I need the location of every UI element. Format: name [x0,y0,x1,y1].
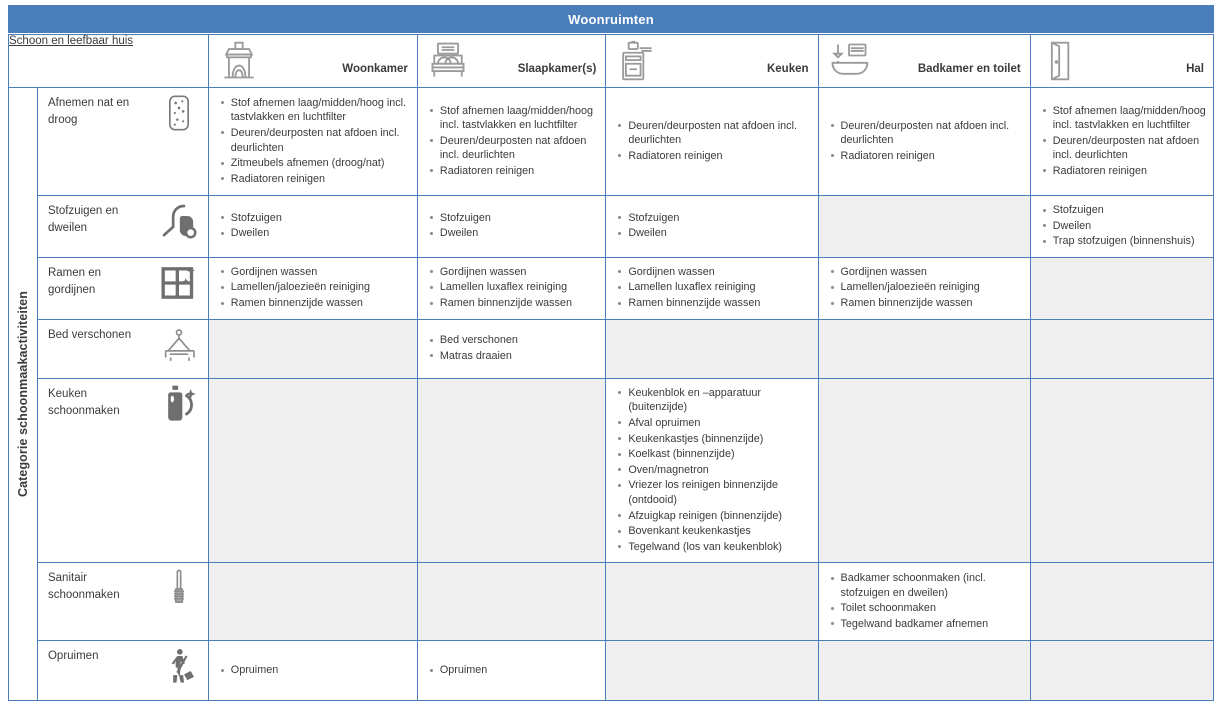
room-header-label: Keuken [766,63,809,75]
task-cell [818,257,1030,319]
task-item: Matras draaien [440,349,599,364]
task-cell-empty [1030,641,1213,701]
task-item: Tegelwand badkamer afnemen [841,617,1024,632]
category-cell [37,196,208,258]
task-cell [208,641,417,701]
task-item: Vriezer los reinigen binnenzijde (ontdooid) [628,478,811,507]
table-row [9,196,1214,258]
room-header-5 [1030,35,1213,88]
room-header-4 [818,35,1030,88]
task-cell-empty [208,319,417,378]
room-header-2 [417,35,605,88]
category-cell [37,88,208,196]
task-list [209,89,417,195]
bathtub-shower-icon [827,39,871,83]
task-item: Koelkast (binnenzijde) [628,447,811,462]
task-item: Keukenblok en –apparatuur (buitenzijde) [628,386,811,415]
task-cell [606,257,818,319]
task-item: Trap stofzuigen (binnenshuis) [1053,234,1207,249]
task-item: Ramen binnenzijde wassen [231,296,411,311]
category-label: Afnemen nat en droog [47,97,130,126]
task-cell [606,196,818,258]
task-item: Radiatoren reinigen [1053,164,1207,179]
task-item: Badkamer schoonmaken (incl. stofzuigen en dweilen) [841,571,1024,600]
task-item: Lamellen/jaloezieën reiniging [841,280,1024,295]
door-icon [1039,39,1083,83]
task-item: Radiatoren reinigen [440,164,599,179]
task-list [418,204,605,249]
task-list [819,258,1030,319]
task-item: Stof afnemen laag/midden/hoog incl. tastvlakken en luchtfilter [440,104,599,133]
corner-label[interactable]: Schoon en leefbaar huis [9,35,209,88]
category-label: Keuken schoonmaken [47,387,120,417]
room-header-label: Hal [1186,63,1204,75]
task-cell-empty [1030,319,1213,378]
task-cell [208,196,417,258]
task-item: Radiatoren reinigen [231,172,411,187]
room-header-label: Woonkamer [342,63,408,75]
task-item: Zitmeubels afnemen (droog/nat) [231,156,411,171]
room-header-label: Badkamer en toilet [917,63,1021,75]
task-item: Tegelwand (los van keukenblok) [628,540,811,555]
task-cell-empty [606,319,818,378]
side-axis-label: Categorie schoonmaakactiviteiten [15,291,30,498]
task-cell [606,88,818,196]
task-item: Stofzuigen [628,211,811,226]
table-row [9,257,1214,319]
task-cell-empty [208,563,417,641]
room-header-1 [208,35,417,88]
category-cell [37,257,208,319]
task-list [418,326,605,371]
task-item: Deuren/deurposten nat afdoen incl. deurlichten [440,134,599,163]
task-item: Stofzuigen [440,211,599,226]
category-label: Stofzuigen en dweilen [47,205,119,234]
task-list [418,258,605,319]
task-cell-empty [818,378,1030,563]
task-item: Deuren/deurposten nat afdoen incl. deurlichten [841,119,1024,148]
category-cell [37,319,208,378]
task-list [418,97,605,187]
task-item: Deuren/deurposten nat afdoen incl. deurlichten [231,126,411,155]
category-label: Sanitair schoonmaken [47,572,120,602]
task-item: Toilet schoonmaken [841,601,1024,616]
task-list [606,258,817,319]
task-list [1031,97,1213,187]
table-row [9,319,1214,378]
task-cell [606,378,818,563]
task-item: Gordijnen wassen [841,265,1024,280]
task-item: Opruimen [231,663,411,678]
page-title: Woonruimten [568,11,654,27]
task-list [1031,196,1213,257]
task-item: Dweilen [231,226,411,241]
task-item: Radiatoren reinigen [628,149,811,164]
task-item: Dweilen [628,226,811,241]
category-cell [37,641,208,701]
task-item: Lamellen luxaflex reiniging [628,280,811,295]
task-item: Gordijnen wassen [231,265,411,280]
task-item: Lamellen/jaloezieën reiniging [231,280,411,295]
vacuum-cleaner-icon [159,201,199,241]
task-cell [208,257,417,319]
task-list [209,656,417,686]
category-label: Bed verschonen [47,328,132,341]
detergent-bottle-icon [159,384,199,424]
table-row [9,563,1214,641]
room-header-3 [606,35,818,88]
task-list [209,204,417,249]
task-cell [818,563,1030,641]
task-item: Radiatoren reinigen [841,149,1024,164]
task-list [418,656,605,686]
task-item: Ramen binnenzijde wassen [841,296,1024,311]
bed-icon [426,39,470,83]
task-item: Bovenkant keukenkastjes [628,524,811,539]
toilet-brush-icon [159,568,199,608]
task-cell [417,257,605,319]
page-title-bar [8,5,1214,33]
task-cell [417,196,605,258]
task-list [209,258,417,319]
task-cell [417,641,605,701]
task-item: Ramen binnenzijde wassen [628,296,811,311]
task-cell-empty [417,563,605,641]
task-item: Lamellen luxaflex reiniging [440,280,599,295]
task-item: Bed verschonen [440,333,599,348]
task-item: Gordijnen wassen [440,265,599,280]
task-cell-empty [1030,378,1213,563]
table-row [9,641,1214,701]
task-cell [1030,196,1213,258]
activities-grid [8,34,1214,701]
person-sweeping-icon [159,646,199,686]
task-cell [208,88,417,196]
task-list [606,112,817,172]
task-item: Dweilen [440,226,599,241]
task-item: Stofzuigen [1053,203,1207,218]
task-cell [1030,88,1213,196]
task-cell [417,319,605,378]
fireplace-icon [217,39,261,83]
task-item: Keukenkastjes (binnenzijde) [628,432,811,447]
task-cell-empty [818,319,1030,378]
task-list [606,204,817,249]
task-cell-empty [208,378,417,563]
table-header-row [9,35,1214,88]
table-row [9,88,1214,196]
category-label: Opruimen [47,650,99,663]
task-item: Deuren/deurposten nat afdoen incl. deurlichten [628,119,811,148]
task-item: Gordijnen wassen [628,265,811,280]
task-item: Dweilen [1053,219,1207,234]
task-item: Oven/magnetron [628,463,811,478]
task-cell-empty [818,641,1030,701]
task-item: Stof afnemen laag/midden/hoog incl. tastvlakken en luchtfilter [1052,104,1206,132]
task-cell-empty [1030,563,1213,641]
task-item: Stofzuigen [231,211,411,226]
task-item: Afval opruimen [628,416,811,431]
task-list [819,564,1030,639]
task-list [819,112,1030,172]
table-row [9,378,1214,563]
category-cell [37,563,208,641]
task-cell-empty [818,196,1030,258]
task-cell-empty [417,378,605,563]
stove-icon [614,39,658,83]
task-cell-empty [1030,257,1213,319]
task-cell-empty [606,563,818,641]
bed-make-icon [159,325,199,365]
task-item: Opruimen [440,663,599,678]
side-axis-label-cell [9,88,38,701]
task-item: Afzuigkap reinigen (binnenzijde) [628,509,811,524]
task-cell [818,88,1030,196]
task-cell [417,88,605,196]
task-cell-empty [606,641,818,701]
sponge-icon [159,93,199,133]
window-icon [159,263,199,303]
room-header-label: Slaapkamer(s) [517,63,597,75]
task-item: Ramen binnenzijde wassen [440,296,599,311]
task-list [606,379,817,563]
category-label: Ramen en gordijnen [47,266,102,296]
task-item: Stof afnemen laag/midden/hoog incl. tastvlakken en luchtfilter [231,96,411,125]
task-item: Deuren/deurposten nat afdoen incl. deurlichten [1053,134,1207,163]
category-cell [37,378,208,563]
